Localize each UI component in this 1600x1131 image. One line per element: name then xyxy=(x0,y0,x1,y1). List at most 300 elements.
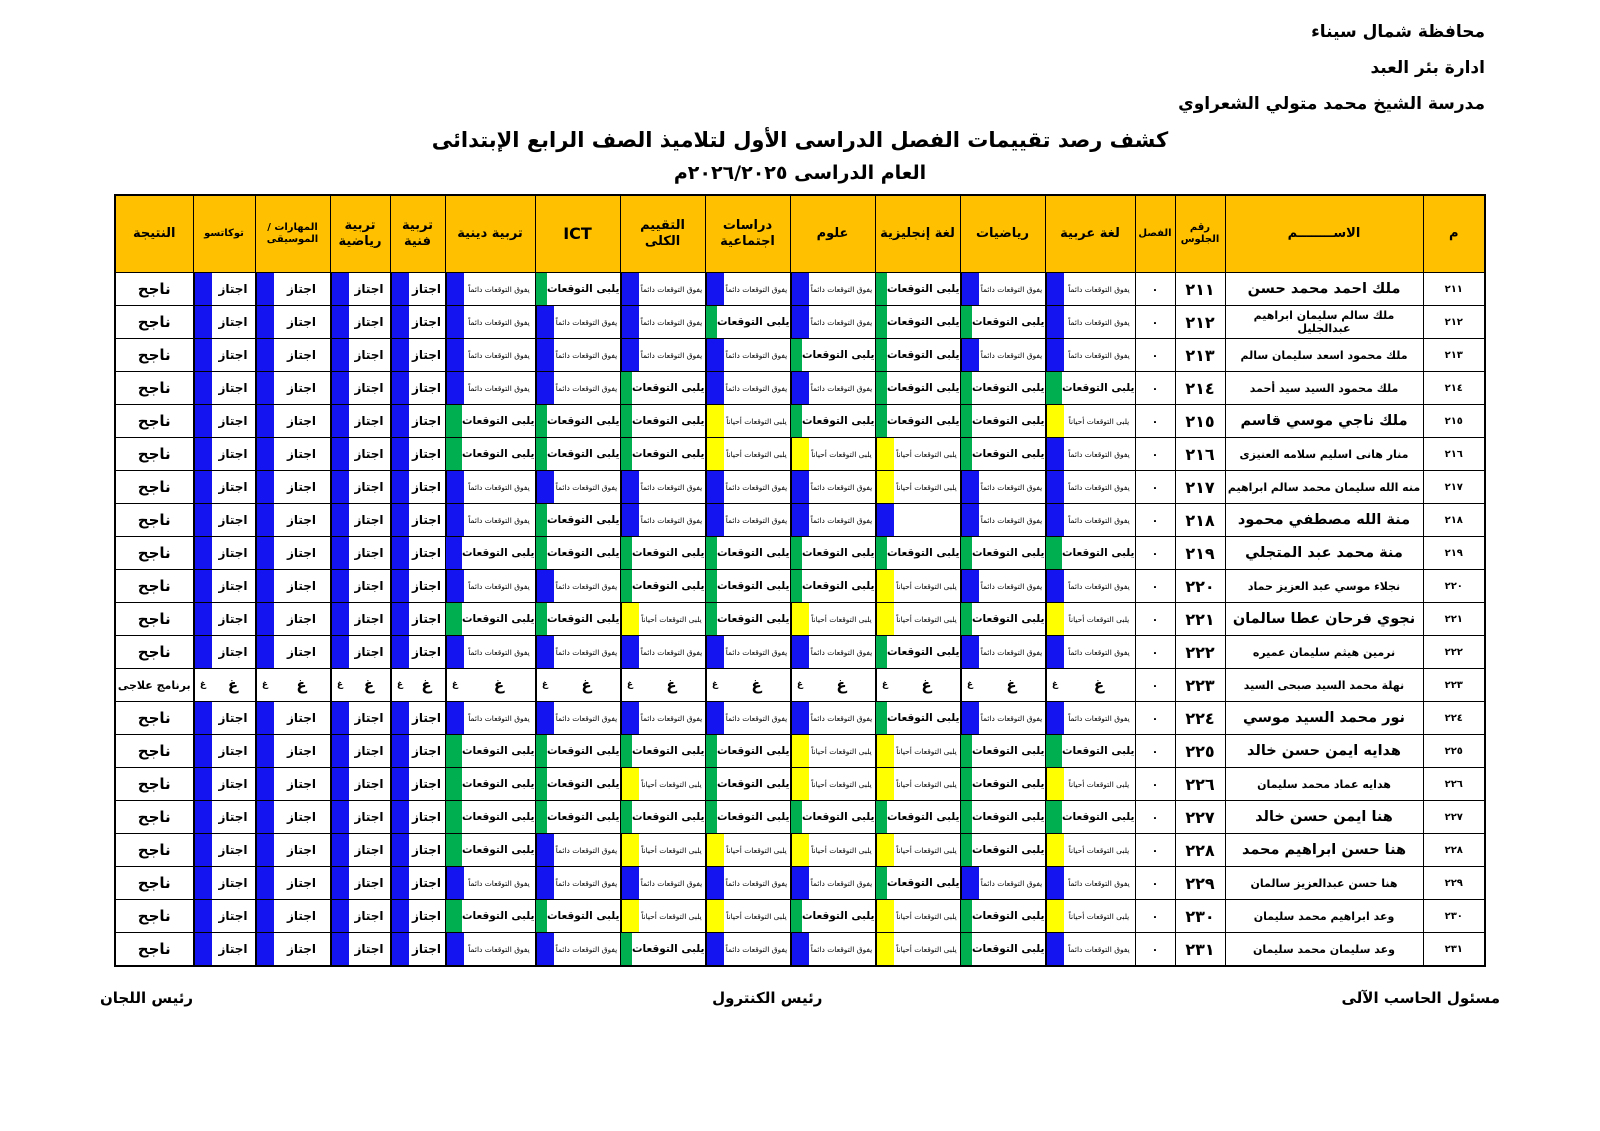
status-swatch xyxy=(1045,372,1062,404)
status-swatch xyxy=(790,900,802,932)
eval-cell-arabic xyxy=(1045,636,1135,669)
eval-cell-pe xyxy=(330,900,390,933)
class-number: ٠ xyxy=(1135,801,1175,834)
status-swatch xyxy=(536,867,554,899)
student-row xyxy=(115,405,1485,438)
eval-cell-religion xyxy=(445,768,535,801)
eval-label xyxy=(894,504,960,536)
student-row xyxy=(115,438,1485,471)
col-header-math: رياضيات xyxy=(960,195,1045,273)
status-swatch xyxy=(875,702,887,734)
eval-cell-math xyxy=(960,900,1045,933)
eval-cell-math xyxy=(960,570,1045,603)
status-swatch xyxy=(875,801,887,833)
eval-cell-ict xyxy=(535,834,620,867)
serial-number: ٢٢٨ xyxy=(1423,834,1485,867)
eval-label: يلبى التوقعات xyxy=(971,448,1045,460)
eval-label: يلبى التوقعات xyxy=(461,745,535,757)
eval-cell-english xyxy=(875,438,960,471)
status-swatch xyxy=(621,471,639,503)
eval-cell-skills xyxy=(255,273,330,306)
eval-label: اجتاز xyxy=(354,447,384,461)
eval-label: اجتاز xyxy=(411,777,442,791)
status-swatch xyxy=(535,405,547,437)
eval-cell-ict xyxy=(535,735,620,768)
eval-label: يفوق التوقعات دائماً xyxy=(555,350,618,360)
eval-cell-tokkatsu xyxy=(193,273,255,306)
eval-cell-pe xyxy=(330,570,390,603)
class-number: ٠ xyxy=(1135,867,1175,900)
eval-label: يفوق التوقعات دائماً xyxy=(810,647,873,657)
result-cell: ناجح xyxy=(115,339,193,372)
eval-label: يلبى التوقعات xyxy=(716,316,790,328)
eval-label: يلبى التوقعات xyxy=(631,580,705,592)
status-swatch xyxy=(331,768,349,800)
eval-label: يفوق التوقعات دائماً xyxy=(468,515,530,525)
eval-label: يفوق التوقعات دائماً xyxy=(725,482,788,492)
eval-cell-art xyxy=(390,900,445,933)
status-swatch xyxy=(331,702,349,734)
eval-label: اجتاز xyxy=(218,414,248,428)
eval-label: يلبى التوقعات xyxy=(886,712,960,724)
status-swatch xyxy=(876,900,894,932)
result-cell: برنامج علاجى xyxy=(115,669,193,702)
eval-label: اجتاز xyxy=(411,282,442,296)
eval-label: يلبى التوقعات xyxy=(631,547,705,559)
eval-cell-ict xyxy=(535,867,620,900)
class-number: ٠ xyxy=(1135,900,1175,933)
status-swatch xyxy=(391,570,409,602)
eval-cell-religion xyxy=(445,801,535,834)
eval-cell-tokkatsu xyxy=(193,801,255,834)
eval-label: اجتاز xyxy=(286,348,317,362)
status-swatch xyxy=(446,570,464,602)
eval-label: يلبى التوقعات xyxy=(886,316,960,328)
eval-label: يفوق التوقعات دائماً xyxy=(1068,713,1130,723)
status-swatch xyxy=(331,636,349,668)
eval-cell-religion xyxy=(445,735,535,768)
class-number: ٠ xyxy=(1135,438,1175,471)
eval-label: يفوق التوقعات دائماً xyxy=(810,878,873,888)
status-swatch xyxy=(331,273,349,305)
eval-label: يلبى التوقعات xyxy=(546,547,620,559)
student-name: ملك احمد محمد حسن xyxy=(1225,273,1423,306)
status-swatch xyxy=(1046,306,1064,338)
eval-label: اجتاز xyxy=(354,480,384,494)
status-swatch xyxy=(256,801,274,833)
eval-label: يفوق التوقعات دائماً xyxy=(1068,449,1130,459)
eval-label: يلبى التوقعات xyxy=(716,580,790,592)
serial-number: ٢١٨ xyxy=(1423,504,1485,537)
status-swatch xyxy=(194,801,212,833)
eval-cell-math xyxy=(960,933,1045,967)
eval-cell-english xyxy=(875,537,960,570)
eval-label: يفوق التوقعات دائماً xyxy=(640,647,703,657)
eval-label: يلبى التوقعات xyxy=(801,910,875,922)
class-number: ٠ xyxy=(1135,636,1175,669)
eval-cell-skills xyxy=(255,702,330,735)
eval-cell-tokkatsu xyxy=(193,603,255,636)
eval-label: غ xyxy=(227,676,239,694)
status-swatch xyxy=(256,867,274,899)
seat-number: ٢٢٣ xyxy=(1175,669,1225,702)
student-name: منار هانى اسليم سلامه العنيزى xyxy=(1225,438,1423,471)
eval-cell-religion xyxy=(445,669,535,702)
eval-label: يفوق التوقعات دائماً xyxy=(980,515,1043,525)
student-name: نور محمد السيد موسي xyxy=(1225,702,1423,735)
eval-cell-arabic xyxy=(1045,273,1135,306)
col-header-pe: تربية رياضية xyxy=(330,195,390,273)
status-swatch xyxy=(194,372,212,404)
status-swatch xyxy=(535,603,547,635)
eval-label: اجتاز xyxy=(354,579,384,593)
status-swatch xyxy=(331,537,349,569)
col-header-social: دراسات اجتماعية xyxy=(705,195,790,273)
status-swatch xyxy=(391,801,409,833)
status-swatch xyxy=(331,405,349,437)
eval-cell-social xyxy=(705,471,790,504)
eval-label: يفوق التوقعات دائماً xyxy=(1068,350,1130,360)
eval-cell-overall xyxy=(620,867,705,900)
eval-cell-tokkatsu xyxy=(193,537,255,570)
status-swatch xyxy=(791,504,809,536)
eval-label: اجتاز xyxy=(286,612,317,626)
eval-label: يلبى التوقعات أحياناً xyxy=(896,746,957,756)
status-swatch xyxy=(620,438,632,470)
eval-label: يفوق التوقعات دائماً xyxy=(810,383,873,393)
seat-number: ٢٢١ xyxy=(1175,603,1225,636)
eval-label: اجتاز xyxy=(218,645,248,659)
result-cell: ناجح xyxy=(115,933,193,967)
status-swatch xyxy=(875,372,887,404)
eval-cell-ict xyxy=(535,372,620,405)
serial-number: ٢٣١ xyxy=(1423,933,1485,967)
student-name: نرمين هيثم سليمان عميره xyxy=(1225,636,1423,669)
status-swatch xyxy=(446,636,464,668)
eval-label: يفوق التوقعات دائماً xyxy=(468,350,530,360)
eval-label: يفوق التوقعات دائماً xyxy=(468,713,530,723)
eval-cell-math xyxy=(960,867,1045,900)
seat-number: ٢٢٨ xyxy=(1175,834,1225,867)
status-swatch xyxy=(536,306,554,338)
status-swatch xyxy=(1046,636,1064,668)
result-cell: ناجح xyxy=(115,603,193,636)
status-swatch xyxy=(194,867,212,899)
eval-label: يفوق التوقعات دائماً xyxy=(725,383,788,393)
col-header-seat: رقم الجلوس xyxy=(1175,195,1225,273)
status-swatch xyxy=(194,438,212,470)
status-swatch xyxy=(446,504,464,536)
status-swatch xyxy=(960,537,972,569)
eval-cell-pe xyxy=(330,438,390,471)
student-row xyxy=(115,504,1485,537)
eval-label: يفوق التوقعات دائماً xyxy=(468,647,530,657)
eval-label: يلبى التوقعات xyxy=(631,448,705,460)
eval-label: اجتاز xyxy=(286,546,317,560)
eval-label: يلبى التوقعات xyxy=(631,382,705,394)
eval-cell-skills xyxy=(255,438,330,471)
eval-cell-math xyxy=(960,834,1045,867)
status-swatch xyxy=(194,339,212,371)
status-swatch xyxy=(791,273,809,305)
eval-cell-english xyxy=(875,603,960,636)
status-swatch xyxy=(961,570,979,602)
student-row xyxy=(115,867,1485,900)
eval-label: يلبى التوقعات xyxy=(546,910,620,922)
student-row xyxy=(115,768,1485,801)
eval-label: اجتاز xyxy=(218,744,248,758)
status-swatch xyxy=(705,603,717,635)
status-swatch xyxy=(1046,702,1064,734)
eval-cell-ict xyxy=(535,339,620,372)
status-swatch xyxy=(621,702,639,734)
eval-cell-pe xyxy=(330,768,390,801)
eval-cell-math xyxy=(960,801,1045,834)
eval-cell-social xyxy=(705,504,790,537)
status-swatch xyxy=(391,735,409,767)
eval-label: يلبى التوقعات xyxy=(546,778,620,790)
eval-label: اجتاز xyxy=(218,546,248,560)
eval-label: اجتاز xyxy=(218,381,248,395)
eval-label: يلبى التوقعات xyxy=(886,382,960,394)
seat-number: ٢٢٧ xyxy=(1175,801,1225,834)
eval-label: يلبى التوقعات xyxy=(886,877,960,889)
eval-label: اجتاز xyxy=(411,579,442,593)
status-swatch: غ xyxy=(446,669,464,701)
status-swatch xyxy=(961,636,979,668)
eval-cell-tokkatsu xyxy=(193,471,255,504)
eval-label: يفوق التوقعات دائماً xyxy=(810,317,873,327)
eval-label: يفوق التوقعات دائماً xyxy=(810,515,873,525)
eval-cell-tokkatsu xyxy=(193,669,255,702)
status-swatch xyxy=(790,570,802,602)
eval-label: اجتاز xyxy=(354,711,384,725)
status-swatch xyxy=(194,636,212,668)
eval-cell-tokkatsu xyxy=(193,900,255,933)
status-swatch xyxy=(331,801,349,833)
status-swatch xyxy=(331,735,349,767)
eval-cell-ict xyxy=(535,702,620,735)
eval-cell-tokkatsu xyxy=(193,834,255,867)
eval-cell-art xyxy=(390,933,445,967)
col-header-english: لغة إنجليزية xyxy=(875,195,960,273)
eval-cell-arabic xyxy=(1045,900,1135,933)
eval-cell-ict xyxy=(535,405,620,438)
eval-cell-science xyxy=(790,438,875,471)
eval-label: اجتاز xyxy=(218,447,248,461)
eval-cell-social xyxy=(705,273,790,306)
eval-label: يلبى التوقعات xyxy=(971,382,1045,394)
eval-cell-english xyxy=(875,801,960,834)
eval-cell-math xyxy=(960,537,1045,570)
eval-label: يلبى التوقعات أحياناً xyxy=(896,845,957,855)
status-swatch xyxy=(536,570,554,602)
eval-label: اجتاز xyxy=(218,942,248,956)
eval-cell-religion xyxy=(445,933,535,967)
student-name: منة الله مصطفي محمود xyxy=(1225,504,1423,537)
status-swatch xyxy=(194,933,212,965)
eval-label: يلبى التوقعات xyxy=(1061,547,1135,559)
eval-cell-english xyxy=(875,471,960,504)
eval-label: يلبى التوقعات xyxy=(461,448,535,460)
governorate-line: محافظة شمال سيناء xyxy=(1311,22,1485,42)
status-swatch xyxy=(1046,273,1064,305)
eval-cell-overall xyxy=(620,339,705,372)
eval-label: اجتاز xyxy=(286,315,317,329)
serial-number: ٢٢٢ xyxy=(1423,636,1485,669)
status-swatch xyxy=(256,735,274,767)
eval-label: يفوق التوقعات دائماً xyxy=(640,350,703,360)
eval-label: يلبى التوقعات xyxy=(716,745,790,757)
student-name: وعد ابراهيم محمد سليمان xyxy=(1225,900,1423,933)
status-swatch xyxy=(791,471,809,503)
status-swatch xyxy=(256,900,274,932)
eval-cell-social xyxy=(705,636,790,669)
eval-cell-religion xyxy=(445,405,535,438)
status-swatch xyxy=(535,801,547,833)
eval-label: اجتاز xyxy=(218,810,248,824)
status-swatch xyxy=(445,438,462,470)
status-swatch xyxy=(256,768,274,800)
eval-label: يلبى التوقعات xyxy=(971,613,1045,625)
eval-label: يفوق التوقعات دائماً xyxy=(725,284,788,294)
status-swatch xyxy=(705,306,717,338)
sheet-title: كشف رصد تقييمات الفصل الدراسى الأول لتلاميذ الصف الرابع الإبتدائى xyxy=(431,128,1169,152)
eval-label: اجتاز xyxy=(286,744,317,758)
eval-cell-skills xyxy=(255,636,330,669)
status-swatch xyxy=(331,933,349,965)
eval-cell-overall xyxy=(620,801,705,834)
eval-label: اجتاز xyxy=(354,513,384,527)
seat-number: ٢١٢ xyxy=(1175,306,1225,339)
status-swatch xyxy=(256,834,274,866)
eval-cell-overall xyxy=(620,537,705,570)
eval-label: يلبى التوقعات أحياناً xyxy=(811,449,872,459)
eval-cell-math xyxy=(960,669,1045,702)
eval-cell-skills xyxy=(255,537,330,570)
eval-cell-art xyxy=(390,636,445,669)
eval-cell-pe xyxy=(330,537,390,570)
status-swatch xyxy=(256,273,274,305)
eval-cell-skills xyxy=(255,471,330,504)
status-swatch xyxy=(620,933,632,965)
status-swatch xyxy=(875,339,887,371)
eval-cell-art xyxy=(390,867,445,900)
status-swatch xyxy=(621,900,639,932)
eval-label: يلبى التوقعات أحياناً xyxy=(1068,911,1130,921)
eval-cell-overall xyxy=(620,273,705,306)
eval-cell-arabic xyxy=(1045,471,1135,504)
eval-label: اجتاز xyxy=(354,546,384,560)
eval-cell-ict xyxy=(535,801,620,834)
status-swatch xyxy=(445,537,462,569)
serial-number: ٢٢٣ xyxy=(1423,669,1485,702)
eval-cell-skills xyxy=(255,570,330,603)
eval-label: يفوق التوقعات دائماً xyxy=(555,944,618,954)
eval-cell-ict xyxy=(535,570,620,603)
status-swatch xyxy=(194,603,212,635)
status-swatch xyxy=(536,372,554,404)
eval-label: اجتاز xyxy=(286,579,317,593)
eval-label: يلبى التوقعات xyxy=(971,415,1045,427)
status-swatch: غ xyxy=(194,669,212,701)
eval-label: اجتاز xyxy=(218,909,248,923)
eval-cell-science xyxy=(790,405,875,438)
status-swatch xyxy=(621,504,639,536)
status-swatch xyxy=(391,471,409,503)
eval-cell-pe xyxy=(330,636,390,669)
eval-label: اجتاز xyxy=(218,480,248,494)
seat-number: ٢٢٠ xyxy=(1175,570,1225,603)
eval-cell-tokkatsu xyxy=(193,405,255,438)
eval-label: يلبى التوقعات أحياناً xyxy=(896,581,957,591)
eval-label: يفوق التوقعات دائماً xyxy=(810,944,873,954)
eval-label: يفوق التوقعات دائماً xyxy=(725,713,788,723)
eval-cell-social xyxy=(705,570,790,603)
eval-label: غ xyxy=(493,676,505,694)
eval-cell-pe xyxy=(330,603,390,636)
eval-label: اجتاز xyxy=(218,579,248,593)
status-swatch xyxy=(331,570,349,602)
eval-cell-pe xyxy=(330,735,390,768)
eval-cell-social xyxy=(705,603,790,636)
eval-cell-religion xyxy=(445,471,535,504)
eval-label: يلبى التوقعات xyxy=(716,547,790,559)
eval-label: اجتاز xyxy=(286,480,317,494)
status-swatch xyxy=(391,867,409,899)
eval-label: يفوق التوقعات دائماً xyxy=(1068,878,1130,888)
eval-label: يلبى التوقعات xyxy=(886,547,960,559)
eval-label: يلبى التوقعات xyxy=(886,283,960,295)
status-swatch xyxy=(331,603,349,635)
eval-cell-art xyxy=(390,735,445,768)
eval-label: اجتاز xyxy=(354,645,384,659)
status-swatch xyxy=(706,900,724,932)
eval-label: يلبى التوقعات xyxy=(546,811,620,823)
footer-computer-officer: مسئول الحاسب الآلى xyxy=(1341,989,1500,1007)
eval-label: يلبى التوقعات xyxy=(801,349,875,361)
status-swatch xyxy=(536,933,554,965)
eval-cell-english xyxy=(875,636,960,669)
eval-cell-science xyxy=(790,339,875,372)
eval-label: يفوق التوقعات دائماً xyxy=(1068,944,1130,954)
eval-cell-science xyxy=(790,933,875,967)
status-swatch xyxy=(790,537,802,569)
eval-label: اجتاز xyxy=(286,942,317,956)
eval-cell-ict xyxy=(535,273,620,306)
eval-label: اجتاز xyxy=(354,315,384,329)
seat-number: ٢٣١ xyxy=(1175,933,1225,967)
eval-cell-english xyxy=(875,768,960,801)
student-name: هدايه عماد محمد سليمان xyxy=(1225,768,1423,801)
signature-footer xyxy=(100,989,1500,1007)
status-swatch xyxy=(391,504,409,536)
eval-label: يلبى التوقعات xyxy=(886,811,960,823)
student-row xyxy=(115,273,1485,306)
status-swatch xyxy=(790,339,802,371)
eval-label: يلبى التوقعات xyxy=(461,778,535,790)
student-row xyxy=(115,339,1485,372)
eval-cell-overall xyxy=(620,669,705,702)
seat-number: ٢٢٩ xyxy=(1175,867,1225,900)
eval-label: يلبى التوقعات xyxy=(801,415,875,427)
status-swatch xyxy=(391,933,409,965)
eval-cell-science xyxy=(790,636,875,669)
eval-label: يلبى التوقعات أحياناً xyxy=(811,614,872,624)
eval-cell-science xyxy=(790,570,875,603)
eval-label: اجتاز xyxy=(286,810,317,824)
status-swatch xyxy=(1046,867,1064,899)
